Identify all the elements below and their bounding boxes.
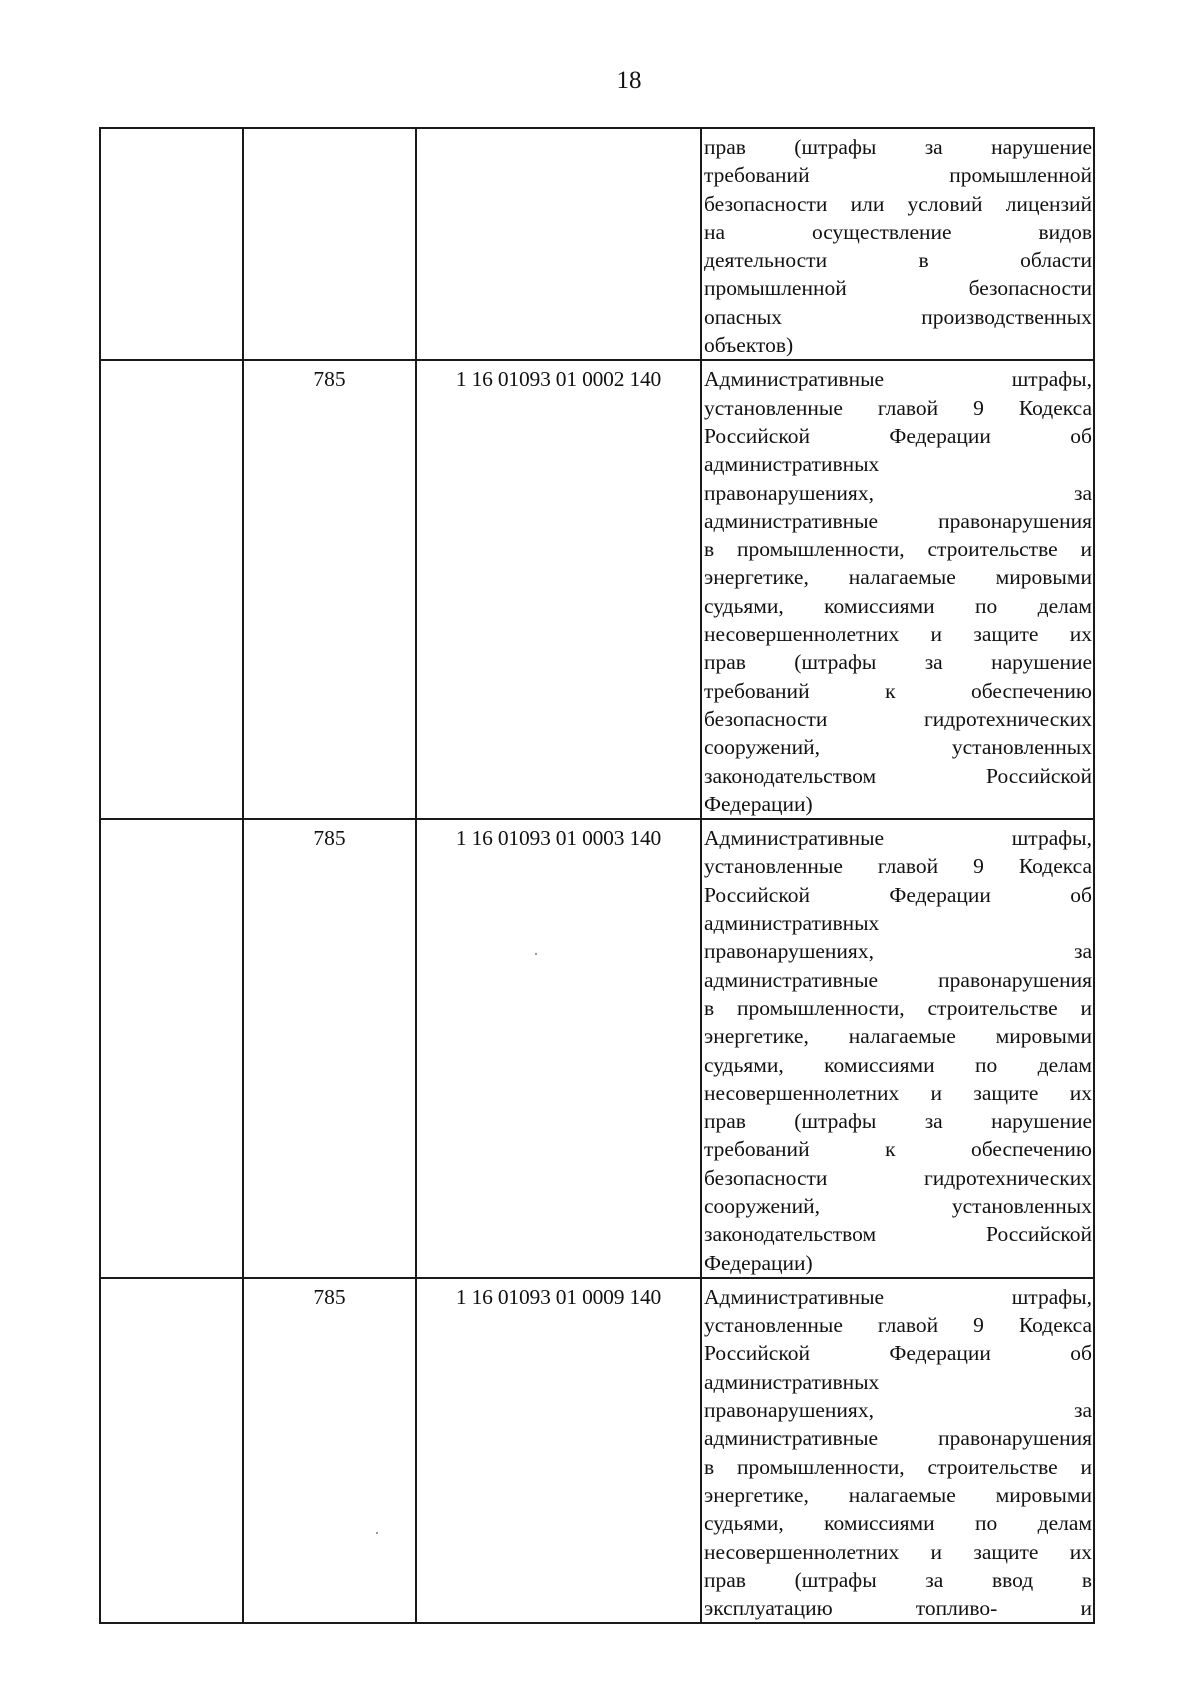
description-line: административные правонарушения [704,1426,1092,1451]
admin-code-cell: 785 [243,360,416,819]
description-line: административные правонарушения [704,508,1092,533]
description-line: эксплуатацию топливо- и [704,1596,1092,1621]
description-line: требований к обеспечению [704,678,1092,703]
description-line: административных [704,1369,880,1394]
description-line: Федерации) [704,1250,813,1275]
description-line: безопасности гидротехнических [704,1165,1092,1190]
description-line: требований промышленной [704,163,1092,188]
description-line: энергетике, налагаемые мировыми [704,1024,1092,1049]
empty-cell [100,1278,243,1624]
description-line: энергетике, налагаемые мировыми [704,1482,1092,1507]
description-line: установленные главой 9 Кодекса [704,854,1092,879]
description-line: правонарушениях, за [704,1398,1092,1423]
description-line: установленные главой 9 Кодекса [704,1313,1092,1338]
description-line: сооружений, установленных [704,1193,1092,1218]
description-line: судьями, комиссиями по делам [704,593,1092,618]
description-line: энергетике, налагаемые мировыми [704,565,1092,590]
kbk-code-cell: 1 16 01093 01 0002 140 [416,360,701,819]
description-cell [701,360,1094,819]
admin-code-cell: 785 [243,1278,416,1624]
kbk-code-cell [416,128,701,360]
kbk-code-cell: 1 16 01093 01 0003 140 [416,819,701,1278]
scan-speck [376,1532,378,1534]
description-line: прав (штрафы за нарушение [704,135,1092,159]
description-cell [701,1278,1094,1624]
description-line: несовершеннолетних и защите их [704,1080,1092,1105]
description-cell [701,128,1094,360]
description-line: Административные штрафы, [704,1284,1092,1309]
description-cell [701,819,1094,1278]
table-row [100,360,1094,819]
description-line: несовершеннолетних и защите их [704,1539,1092,1564]
budget-codes-table [99,127,1095,1624]
page-number: 18 [616,67,642,94]
description-line: безопасности гидротехнических [704,706,1092,731]
description-line: административных [704,911,880,936]
description-line: опасных производственных [704,304,1092,329]
kbk-code-cell: 1 16 01093 01 0009 140 [416,1278,701,1624]
description-line: в промышленности, строительстве и [704,537,1092,562]
description-line: на осуществление видов [704,219,1092,244]
description-line: сооружений, установленных [704,735,1092,760]
description-line: Административные штрафы, [704,826,1092,851]
description-line: законодательством Российской [704,763,1092,788]
description-line: судьями, комиссиями по делам [704,1511,1092,1536]
description-line: административных [704,452,880,477]
description-line: правонарушениях, за [704,939,1092,964]
description-line: прав (штрафы за нарушение [704,1109,1092,1134]
admin-code-cell [243,128,416,360]
description-line: правонарушениях, за [704,480,1092,505]
empty-cell [100,128,243,360]
description-line: в промышленности, строительстве и [704,995,1092,1020]
description-line: судьями, комиссиями по делам [704,1052,1092,1077]
description-line: Российской Федерации об [704,882,1092,907]
description-line: Российской Федерации об [704,1341,1092,1366]
description-line: установленные главой 9 Кодекса [704,395,1092,420]
description-line: требований к обеспечению [704,1137,1092,1162]
description-line: Федерации) [704,791,813,816]
description-line: деятельности в области [704,248,1092,273]
scan-speck [535,953,537,955]
empty-cell [100,819,243,1278]
description-line: прав (штрафы за ввод в [704,1567,1092,1592]
description-line: Российской Федерации об [704,423,1092,448]
description-line: безопасности или условий лицензий [704,191,1092,216]
description-line: прав (штрафы за нарушение [704,650,1092,675]
description-line: промышленной безопасности [704,276,1092,301]
table-row [100,819,1094,1278]
empty-cell [100,360,243,819]
admin-code-cell: 785 [243,819,416,1278]
table-row [100,1278,1094,1624]
description-line: законодательством Российской [704,1222,1092,1247]
description-line: административные правонарушения [704,967,1092,992]
description-line: в промышленности, строительстве и [704,1454,1092,1479]
description-line: Административные штрафы, [704,367,1092,392]
description-line: несовершеннолетних и защите их [704,622,1092,647]
table-row [100,128,1094,360]
table-body [100,128,1094,1623]
description-line: объектов) [704,333,794,358]
